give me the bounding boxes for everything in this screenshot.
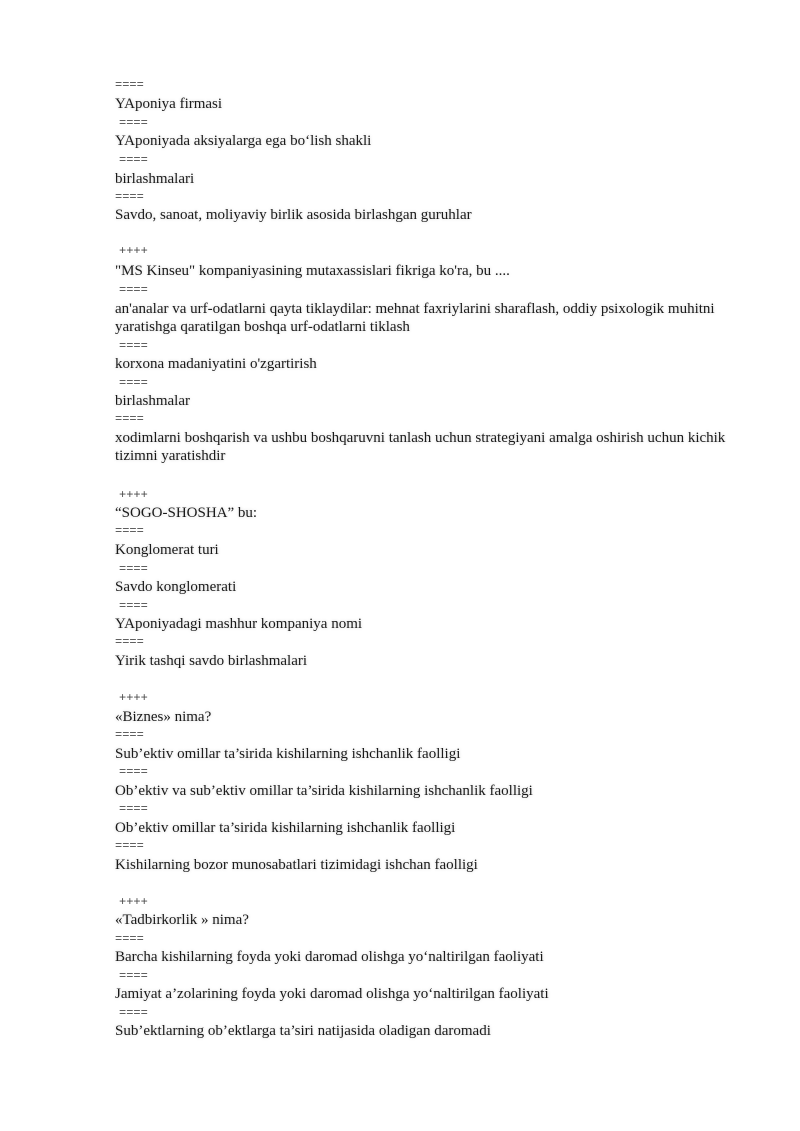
answer-option: Ob’ektiv omillar ta’sirida kishilarning ishchanlik faolligi <box>115 820 456 836</box>
separator-marker: ==== <box>119 376 148 390</box>
separator-marker: ==== <box>115 190 144 204</box>
separator-marker: ==== <box>119 802 148 816</box>
question-marker: ++++ <box>119 895 148 909</box>
separator-marker: ==== <box>115 412 144 426</box>
answer-option: Barcha kishilarning foyda yoki daromad olishga yo‘naltirilgan faoliyati <box>115 949 544 965</box>
answer-option: an'analar va urf-odatlarni qayta tiklaydilar: mehnat faxriylarini sharaflash, oddiy psixologik muhitni yaratishga qaratilgan boshqa urf-odatlarni tiklash <box>115 301 715 335</box>
answer-option: Sub’ektlarning ob’ektlarga ta’siri natijasida oladigan daromadi <box>115 1023 491 1039</box>
separator-marker: ==== <box>119 116 148 130</box>
answer-option: YAponiya firmasi <box>115 96 223 112</box>
question-marker: ++++ <box>119 488 148 502</box>
separator-marker: ==== <box>115 78 144 92</box>
separator-marker: ==== <box>119 599 148 613</box>
separator-marker: ==== <box>119 339 148 353</box>
separator-marker: ==== <box>119 969 148 983</box>
answer-option: birlashmalar <box>115 393 190 409</box>
separator-marker: ==== <box>115 932 144 946</box>
question-text: «Biznes» nima? <box>115 709 212 725</box>
separator-marker: ==== <box>119 562 148 576</box>
separator-marker: ==== <box>115 728 144 742</box>
separator-marker: ==== <box>115 635 144 649</box>
separator-marker: ==== <box>115 524 144 538</box>
question-text: "MS Kinseu" kompaniyasining mutaxassislari fikriga ko'ra, bu .... <box>115 263 510 279</box>
answer-option: Kishilarning bozor munosabatlari tizimidagi ishchan faolligi <box>115 857 478 873</box>
question-marker: ++++ <box>119 691 148 705</box>
answer-option: Jamiyat a’zolarining foyda yoki daromad olishga yo‘naltirilgan faoliyati <box>115 986 549 1002</box>
answer-option: korxona madaniyatini o'zgartirish <box>115 356 317 372</box>
answer-option: YAponiyada aksiyalarga ega bo‘lish shakli <box>115 133 372 149</box>
answer-option: Ob’ektiv va sub’ektiv omillar ta’sirida kishilarning ishchanlik faolligi <box>115 783 533 799</box>
question-marker: ++++ <box>119 244 148 258</box>
separator-marker: ==== <box>119 765 148 779</box>
separator-marker: ==== <box>119 283 148 297</box>
answer-option: Savdo, sanoat, moliyaviy birlik asosida birlashgan guruhlar <box>115 207 472 223</box>
separator-marker: ==== <box>115 839 144 853</box>
question-text: «Tadbirkorlik » nima? <box>115 912 249 928</box>
answer-option: xodimlarni boshqarish va ushbu boshqaruvni tanlash uchun strategiyani amalga oshirish uchun kichik tizimni yaratishdir <box>115 430 726 464</box>
separator-marker: ==== <box>119 153 148 167</box>
question-text: “SOGO-SHOSHA” bu: <box>115 505 258 521</box>
answer-option: Savdo konglomerati <box>115 579 237 595</box>
separator-marker: ==== <box>119 1006 148 1020</box>
answer-option: YAponiyadagi mashhur kompaniya nomi <box>115 616 363 632</box>
answer-option: Sub’ektiv omillar ta’sirida kishilarning ishchanlik faolligi <box>115 746 461 762</box>
answer-option: Konglomerat turi <box>115 542 219 558</box>
answer-option: Yirik tashqi savdo birlashmalari <box>115 653 308 669</box>
answer-option: birlashmalari <box>115 171 195 187</box>
